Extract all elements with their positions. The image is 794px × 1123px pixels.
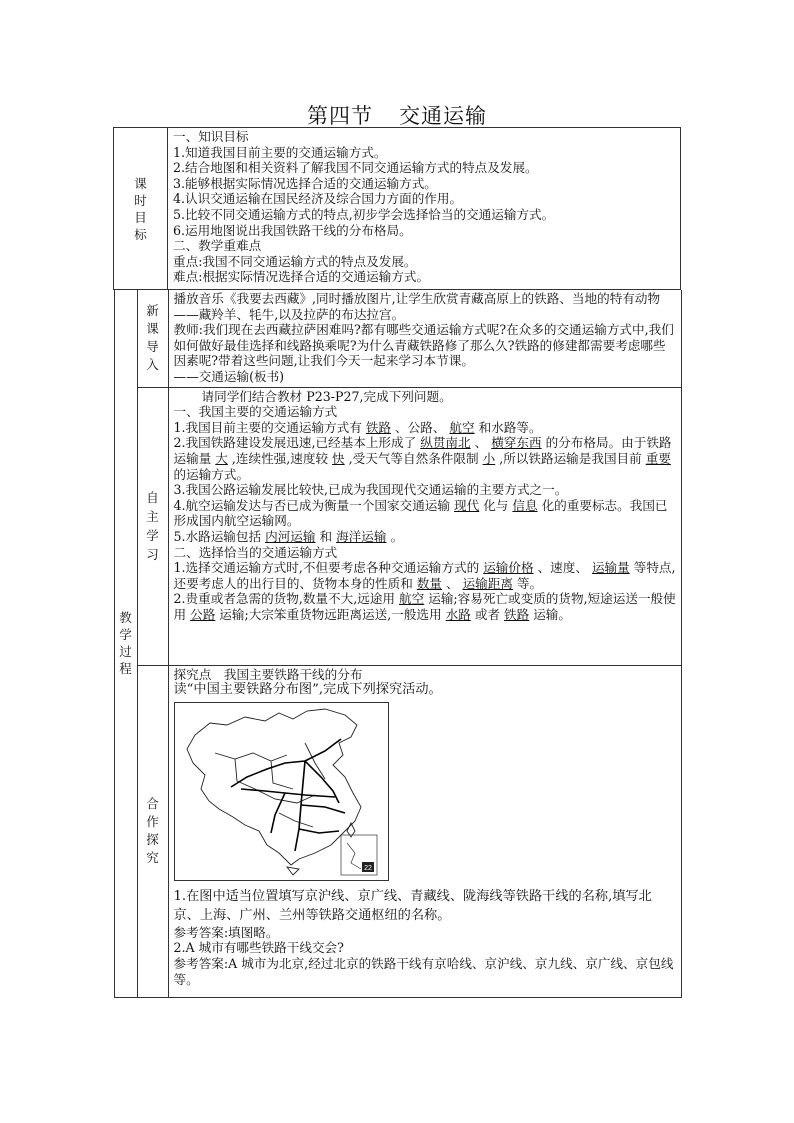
q-text: 和 xyxy=(319,528,333,544)
answer-blank: 纵贯南北 xyxy=(420,435,471,451)
question-6 xyxy=(174,560,677,591)
q-text: 等特点,还要考虑人的出行目的、货物本身的性质和 xyxy=(173,560,676,591)
q-text: ,连续性强,速度较 xyxy=(231,450,329,466)
coop-heading: 探究点 我国主要铁路干线的分布 xyxy=(173,666,363,682)
title-topic: 交通运输 xyxy=(399,104,487,128)
objectives-row xyxy=(114,128,681,290)
map-badge: 22 xyxy=(363,864,372,872)
answer-blank: 运输价格 xyxy=(483,560,534,576)
answer-blank: 重要 xyxy=(645,450,671,466)
coop-question-1: 1.在图中适当位置填写京沪线、京广线、青藏线、陇海线等铁路干线的名称,填写北京、上海、广州、兰州等铁路交通枢纽的名称。 xyxy=(173,888,652,923)
q-text: 化的重要标志。我国已形成国内航空运输网。 xyxy=(173,497,668,529)
coop-instruction: 读“中国主要铁路分布图”,完成下列探究活动。 xyxy=(173,682,442,698)
answer-blank: 公路 xyxy=(190,606,216,622)
intro-paragraph: 教师:我们现在去西藏拉萨困难吗?都有哪些交通运输方式呢?在众多的交通运输方式中,我们如何做好最佳选择和线路换乘呢?为什么青藏铁路修了那么久?铁路的修建都需要考虑哪些因素呢?带着这些问题,让我们今天一起来学习本节课。 xyxy=(173,322,674,369)
coop-question-2: 2.A 城市有哪些铁路干线交会? xyxy=(173,940,344,956)
self-study-heading-2: 二、选择恰当的交通运输方式 xyxy=(173,544,338,560)
answer-blank: 信息 xyxy=(512,497,538,513)
q-text: 和水路等。 xyxy=(478,419,542,435)
q-text: ,受天气等自然条件限制 xyxy=(348,450,479,466)
china-map-graphic xyxy=(175,703,388,880)
coop-row xyxy=(114,665,681,997)
q-text: 1.选择交通运输方式时,不但要考虑各种交通运输方式的 xyxy=(173,560,480,576)
question-1 xyxy=(174,420,677,436)
objectives-heading: 一、知识目标 xyxy=(173,129,249,144)
objectives-label-text: 课时目标 xyxy=(134,175,147,242)
answer-blank: 铁路 xyxy=(365,419,392,435)
answer-blank: 铁路 xyxy=(504,606,530,622)
difficult-point: 难点:根据实际情况选择合适的交通运输方式。 xyxy=(173,269,430,285)
process-label-text: 教学过程 xyxy=(119,610,132,677)
intro-label-text: 新课导入 xyxy=(146,303,159,373)
answer-blank: 数量 xyxy=(416,575,442,591)
objective-item: 2.结合地图和相关资料了解我国不同交通运输方式的特点及发展。 xyxy=(173,160,538,176)
q-text: ,所以铁路运输是我国目前 xyxy=(499,450,642,466)
q-text: 1.我国目前主要的交通运输方式有 xyxy=(173,419,362,435)
answer-blank: 快 xyxy=(332,450,345,466)
q-text: 、速度、 xyxy=(537,560,588,576)
answer-blank: 水路 xyxy=(445,606,471,622)
question-7 xyxy=(174,591,677,622)
self-study-label xyxy=(137,387,168,665)
answer-blank: 运输量 xyxy=(591,560,630,576)
self-study-content xyxy=(168,387,681,665)
objective-item: 5.比较不同交通运输方式的特点,初步学会选择恰当的交通运输方式。 xyxy=(173,206,555,222)
objectives-label xyxy=(114,128,168,290)
coop-answer-1: 参考答案:填图略。 xyxy=(173,924,279,940)
self-study-heading-1: 一、我国主要的交通运输方式 xyxy=(173,404,338,420)
lesson-plan-table xyxy=(113,127,681,998)
coop-label xyxy=(137,665,168,997)
question-4 xyxy=(174,498,677,529)
question-5 xyxy=(174,529,677,545)
objectives-content xyxy=(168,128,681,290)
answer-blank: 海洋运输 xyxy=(336,528,387,544)
process-table xyxy=(114,290,682,998)
answer-blank: 现代 xyxy=(454,497,480,513)
self-study-lead: 请同学们结合教材 P23-P27,完成下列问题。 xyxy=(201,388,452,404)
intro-content xyxy=(168,290,681,387)
question-2 xyxy=(174,435,677,482)
key-points-heading: 二、教学重难点 xyxy=(173,238,262,254)
q-text: 。 xyxy=(390,528,404,544)
answer-blank: 航空 xyxy=(399,591,425,607)
q-text: 运输;容易死亡或变质的货物,短途运送一般使用 xyxy=(173,591,676,622)
answer-blank: 内河运输 xyxy=(265,528,316,544)
q-text: 的分布格局。由于铁路运输量 xyxy=(173,435,672,466)
coop-answer-2: 参考答案:A 城市为北京,经过北京的铁路干线有京哈线、京沪线、京九线、京广线、京包线等。 xyxy=(173,955,674,987)
answer-blank: 运输距离 xyxy=(462,575,513,591)
answer-blank: 小 xyxy=(482,450,496,466)
process-label xyxy=(114,290,137,997)
answer-blank: 横穿东西 xyxy=(491,435,542,451)
title-section-number: 第四节 xyxy=(307,104,373,128)
key-point: 重点:我国不同交通运输方式的特点及发展。 xyxy=(173,253,417,269)
q-text: 等。 xyxy=(516,575,543,591)
objective-item: 3.能够根据实际情况选择合适的交通运输方式。 xyxy=(173,175,437,191)
q-text: 2.贵重或者急需的货物,数量不大,远途用 xyxy=(173,591,396,607)
q-text: 化与 xyxy=(483,497,509,513)
objective-item: 1.知道我国目前主要的交通运输方式。 xyxy=(173,144,387,160)
q-text: 、 xyxy=(474,435,488,451)
china-railway-map xyxy=(174,702,389,881)
intro-board-note: ——交通运输(板书) xyxy=(173,368,285,384)
q-text: 、 xyxy=(445,575,459,591)
objective-item: 4.认识交通运输在国民经济及综合国力方面的作用。 xyxy=(173,191,463,207)
answer-blank: 大 xyxy=(215,450,228,466)
question-3: 3.我国公路运输发展比较快,已成为我国现代交通运输的主要方式之一。 xyxy=(173,482,568,498)
q-text: 的运输方式。 xyxy=(173,466,250,482)
q-text: 运输。 xyxy=(533,606,571,622)
self-study-label-text: 自主学习 xyxy=(146,490,159,563)
q-text: 或者 xyxy=(474,606,500,622)
objective-item: 6.运用地图说出我国铁路干线的分布格局。 xyxy=(173,222,412,238)
self-study-row xyxy=(114,387,681,665)
page-title xyxy=(0,100,794,130)
coop-content xyxy=(168,665,681,997)
intro-row xyxy=(114,290,681,387)
intro-paragraph: 播放音乐《我要去西藏》,同时播放图片,让学生欣赏青藏高原上的铁路、当地的特有动物——藏羚羊、牦牛,以及拉萨的布达拉宫。 xyxy=(173,291,661,322)
intro-label xyxy=(137,290,168,387)
q-text: 运输;大宗笨重货物远距离运送,一般选用 xyxy=(219,606,442,622)
answer-blank: 航空 xyxy=(449,419,475,435)
q-text: 、公路、 xyxy=(395,419,446,435)
coop-label-text: 合作探究 xyxy=(146,796,159,866)
q-text: 5.水路运输包括 xyxy=(173,528,262,544)
q-text: 4.航空运输发达与否已成为衡量一个国家交通运输 xyxy=(173,497,450,513)
q-text: 2.我国铁路建设发展迅速,已经基本上形成了 xyxy=(173,435,417,451)
